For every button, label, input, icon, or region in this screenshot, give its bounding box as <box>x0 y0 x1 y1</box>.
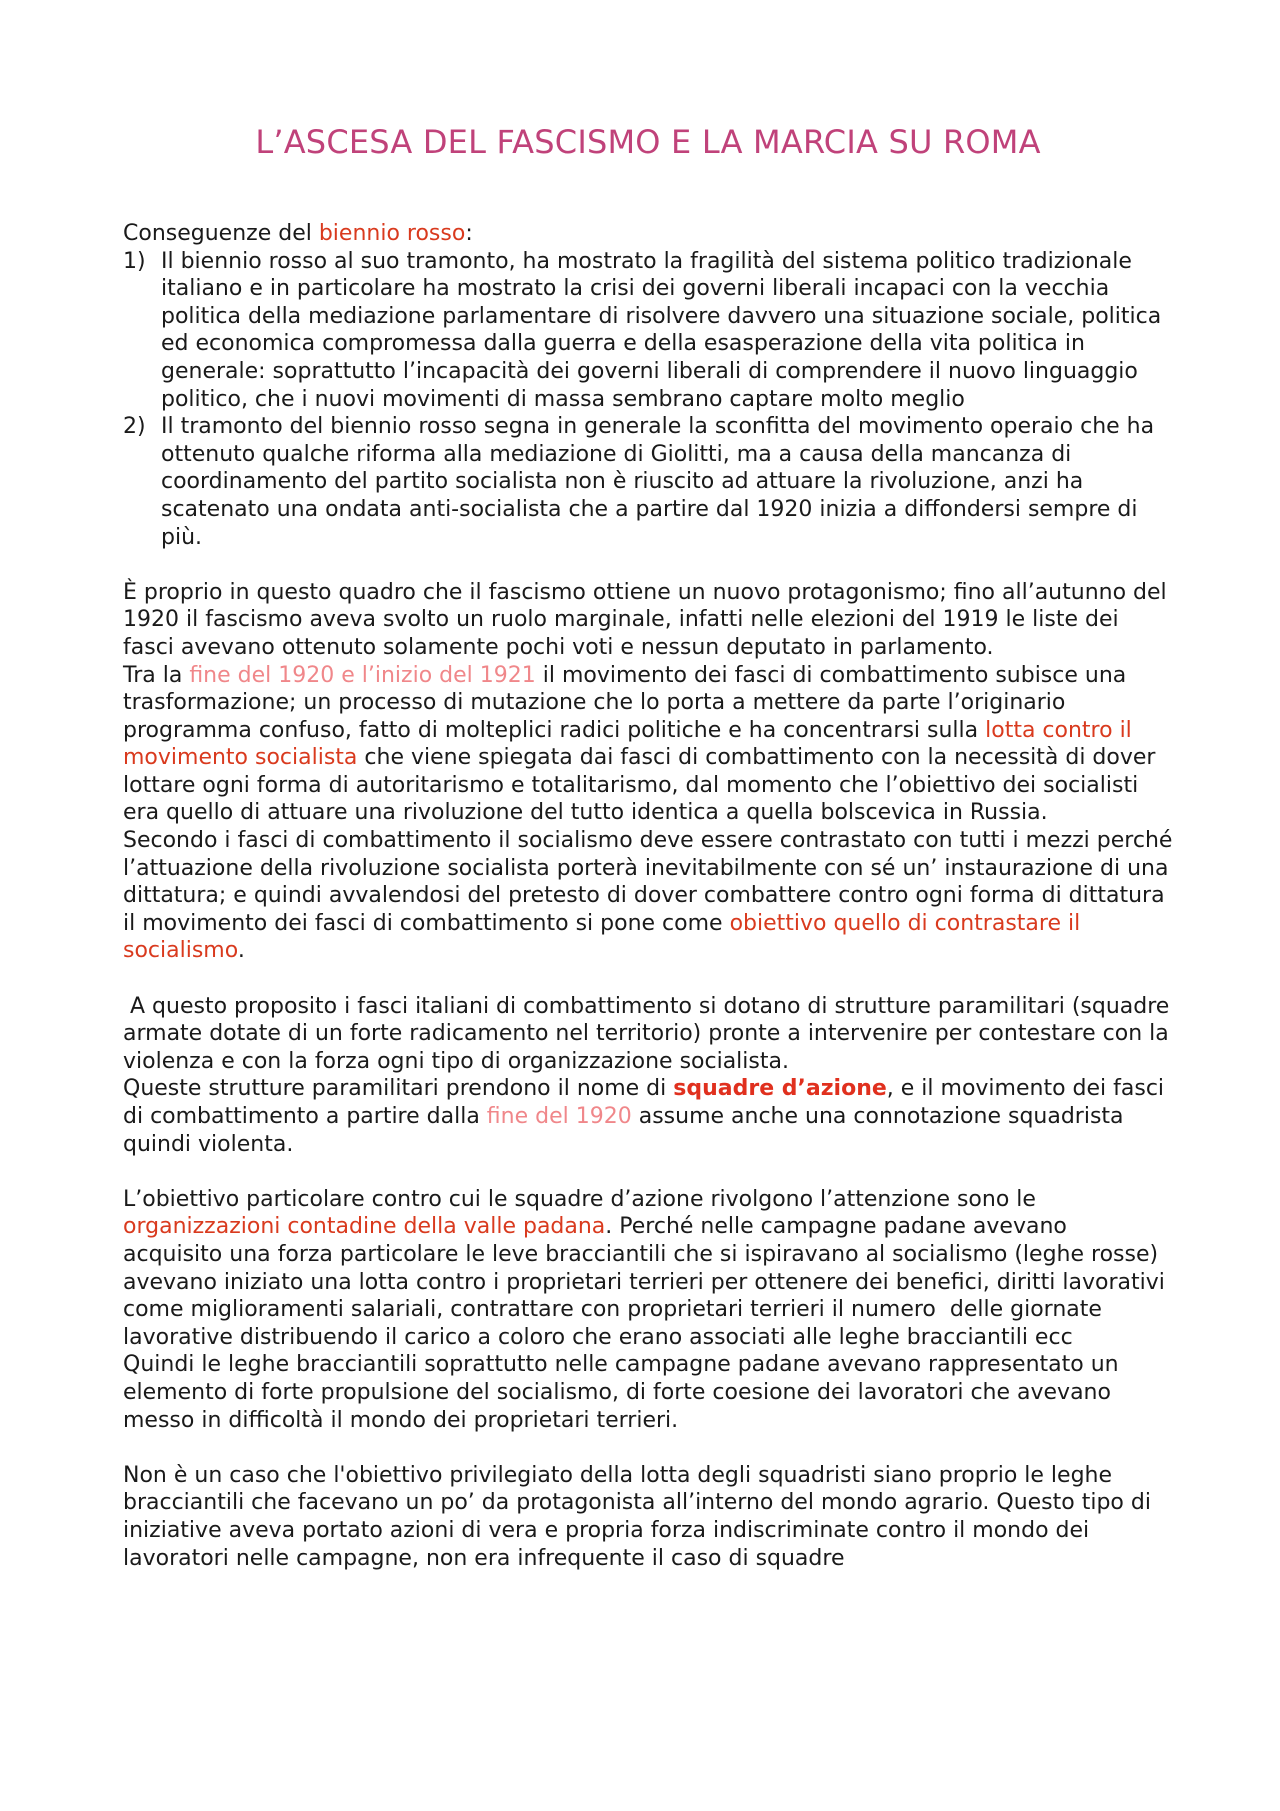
highlight-date: fine del 1920 <box>486 1104 632 1129</box>
text-run: , e il movimento dei fasci di combattimento a partire dalla <box>123 1076 1165 1129</box>
list-text: Il biennio rosso al suo tramonto, ha mostrato la fragilità del sistema politico tradizionale italiano e in particolare ha mostrato la crisi dei governi liberali incapaci con la vecchia politica della mediazione parlamentare di risolvere davvero una situazione sociale, politica ed economica compromessa dalla guerra e della esasperazione della vita politica in generale: soprattutto l’incapacità dei governi liberali di comprendere il nuovo linguaggio politico, che i nuovi movimenti di massa sembrano captare molto meglio <box>161 248 1162 412</box>
paragraph-leghe: Quindi le leghe bracciantili soprattutto nelle campagne padane avevano rappresentato un elemento di forte propulsione del socialismo, di forte coesione dei lavoratori che avevano messo in difficoltà il mondo dei proprietari terrieri. <box>123 1352 1119 1433</box>
paragraph-obiettivo <box>123 1186 1173 1352</box>
paragraph-squadre <box>123 1075 1173 1158</box>
highlight-organizzazioni: organizzazioni contadine della valle padana <box>123 1214 606 1240</box>
document-page <box>123 0 1177 1572</box>
spacer <box>123 965 1173 993</box>
spacer <box>123 551 1173 579</box>
text-run: il movimento dei fasci di combattimento subisce una trasformazione; un processo di mutazione che lo porta a mettere da parte l’originario programma confuso, fatto di molteplici radici politiche e ha concentrarsi sulla <box>123 662 1127 743</box>
intro-suffix: : <box>465 221 473 246</box>
list-number: 2) <box>123 414 146 440</box>
consequences-list <box>123 248 1173 552</box>
text-run: assume anche una connotazione squadrista quindi violenta. <box>123 1104 1124 1157</box>
highlight-obiettivo: obiettivo quello di contrastare il socialismo <box>123 910 1081 964</box>
text-run: Secondo i fasci di combattimento il socialismo deve essere contrastato con tutti i mezzi perché l’attuazione della rivoluzione socialista porterà inevitabilmente con sé un’ instaurazione di una dittatura; e quindi avvalendosi del pretesto di dover combattere contro ogni forma di dittatura il movimento dei fasci di combattimento si pone come <box>123 828 1173 936</box>
spacer <box>123 1434 1173 1462</box>
list-number: 1) <box>123 248 146 274</box>
paragraph-trasformazione <box>123 662 1173 828</box>
page-title: L’ASCESA DEL FASCISMO E LA MARCIA SU ROMA <box>255 123 1041 161</box>
text-run: Queste strutture paramilitari prendono il nome di <box>123 1076 674 1102</box>
intro-line <box>123 220 1173 248</box>
intro-highlight: biennio rosso <box>318 221 466 246</box>
paragraph-socialismo <box>123 827 1173 965</box>
list-text: Il tramonto del biennio rosso segna in generale la sconfitta del movimento operaio che ha ottenuto qualche riforma alla mediazione di Giolitti, ma a causa della mancanza di coordinamento del partito socialista non è riuscito ad attuare la rivoluzione, anzi ha scatenato una ondata anti-socialista che a partire dal 1920 inizia a diffondersi sempre di più. <box>161 414 1155 550</box>
text-run: . Perché nelle campagne padane avevano acquisito una forza particolare le leve bracciantili che si ispiravano al socialismo (leghe rosse) avevano iniziato una lotta contro i proprietari terrieri per ottenere dei benefici, diritti lavorativi come miglioramenti salariali, contrattare con proprietari terrieri il numero delle giornate lavorative distribuendo il carico a coloro che erano associati alle leghe bracciantili ecc <box>123 1214 1172 1350</box>
list-item <box>123 413 1173 551</box>
text-run: Tra la <box>123 662 190 688</box>
text-run: che viene spiegata dai fasci di combattimento con la necessità di dover lottare ogni forma di autoritarismo e totalitarismo, dal momento che l’obiettivo dei socialisti era quello di attuare una rivoluzione del tutto identica a quella bolscevica in Russia. <box>123 745 1156 826</box>
paragraph-paramilitari: A questo proposito i fasci italiani di combattimento si dotano di strutture paramilitari (squadre armate dotate di un forte radicamento nel territorio) pronte a intervenire per contestare con la violenza e con la forza ogni tipo di organizzazione socialista. <box>123 993 1177 1074</box>
list-item <box>123 248 1173 414</box>
paragraph-squadristi: Non è un caso che l'obiettivo privilegiato della lotta degli squadristi siano proprio le leghe bracciantili che facevano un po’ da protagonista all’interno del mondo agrario. Questo tipo di iniziative aveva portato azioni di vera e propria forza indiscriminate contro il mondo dei lavoratori nelle campagne, non era infrequente il caso di squadre <box>123 1462 1151 1571</box>
paragraph-protagonismo: È proprio in questo quadro che il fascismo ottiene un nuovo protagonismo; fino all’autunno del 1920 il fascismo aveva svolto un ruolo marginale, infatti nelle elezioni del 1919 le liste dei fasci avevano ottenuto solamente pochi voti e nessun deputato in parlamento. <box>123 579 1167 660</box>
highlight-date: fine del 1920 e l’inizio del 1921 <box>189 662 536 688</box>
highlight-squadre: squadre d’azione <box>673 1076 887 1102</box>
text-run: L’obiettivo particolare contro cui le squadre d’azione rivolgono l’attenzione sono le <box>123 1186 1043 1212</box>
text-run: . <box>237 938 245 964</box>
spacer <box>123 1158 1173 1186</box>
intro-prefix: Conseguenze del <box>123 221 319 246</box>
highlight-lotta: lotta contro il movimento socialista <box>123 717 1132 771</box>
